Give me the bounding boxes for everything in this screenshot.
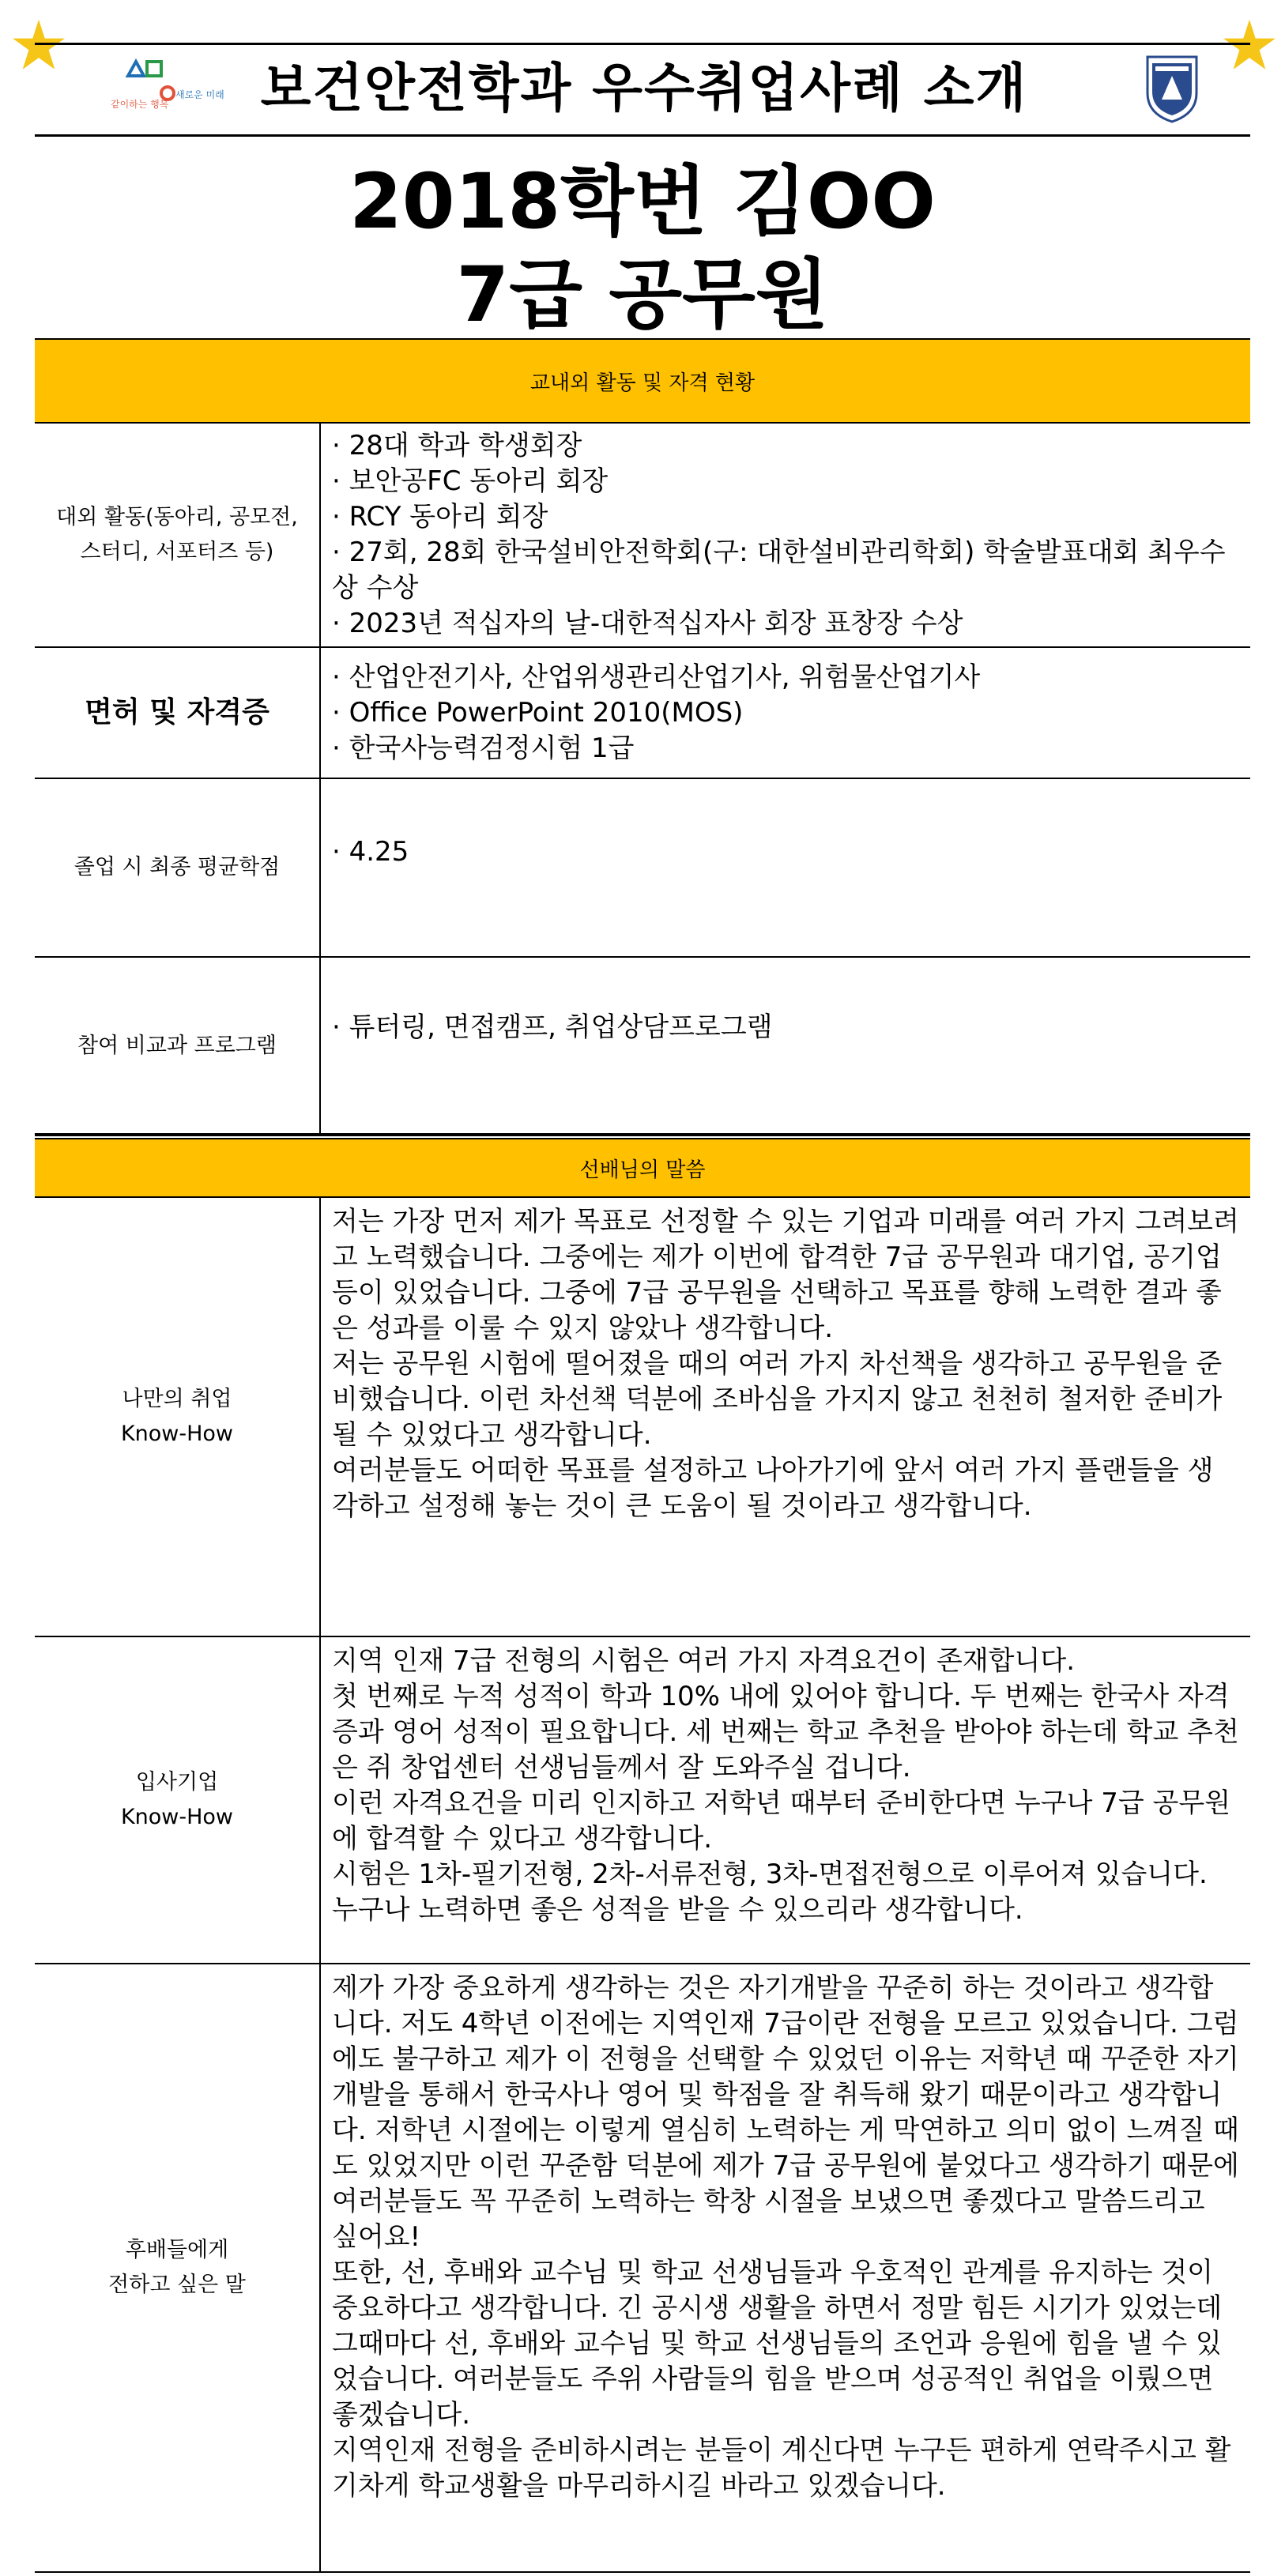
table-row [35,1964,1250,2572]
university-emblem-icon [1144,52,1200,125]
row-label-text: 면허 및 자격증 [85,696,269,729]
row-label-text: 졸업 시 최종 평균학점 [73,855,281,879]
table-row [35,957,1250,1135]
row-label-text: 참여 비교과 프로그램 [77,1034,277,1058]
table-row [35,1636,1250,1964]
row-label-text: 나만의 취업 Know-How [120,1387,234,1446]
section-band-advice: 선배님의 말씀 [35,1139,1250,1197]
table-row [35,647,1250,778]
university-logo-left [111,52,229,115]
row-label-company-knowhow [35,1636,320,1964]
row-label-gpa [35,778,320,957]
table-row [35,1197,1250,1636]
star-icon-left [11,17,66,73]
row-label-my-knowhow [35,1197,320,1636]
row-content-text: · 28대 학과 학생회장 · 보안공FC 동아리 회장 · RCY 동아리 회장 · 27회, 28회 한국설비안전학회(구: 대한설비관리학회) 학술발표대회 최우수상 수상 · 2023년 적십자의 날-대한적십자사 회장 표창장 수상 [332,430,1226,639]
table-row [35,778,1250,957]
page-header-title: 보건안전학과 우수취업사례 소개 [260,58,1028,119]
main-title [35,155,1250,341]
table-row [35,423,1250,647]
row-label-text: 입사기업 Know-How [120,1770,234,1829]
row-label-licenses [35,647,320,778]
main-title-line2: 7급 공무원 [456,250,829,339]
row-content-company-knowhow [320,1636,1250,1964]
star-icon-right [1222,17,1277,73]
row-label-external-activities [35,423,320,647]
row-content-text: · 산업안전기사, 산업위생관리산업기사, 위험물산업기사 · Office PowerPoint 2010(MOS) · 한국사능력검정시험 1급 [332,661,981,764]
logo-left-text-2: 새로운 미래 [175,89,224,100]
section-band-activities: 교내외 활동 및 자격 현황 [35,339,1250,423]
row-content-gpa [320,778,1250,957]
row-content-message-to-juniors [320,1964,1250,2572]
row-content-my-knowhow [320,1197,1250,1636]
row-content-text: 저는 가장 먼저 제가 목표로 선정할 수 있는 기업과 미래를 여러 가지 그려보려고 노력했습니다. 그중에는 제가 이번에 합격한 7급 공무원과 대기업, 공기업 등이 있었습니다. 그중에 7급 공무원을 선택하고 목표를 향해 노력한 결과 좋은 성과를 이룰 수 있지 않았나 생각합니다. 저는 공무원 시험에 떨어졌을 때의 여러 가지 차선책을 생각하고 공무원을 준비했습니다. 이런 차선책 덕분에 조바심을 가지지 않고 천천히 철저한 준비가 될 수 있었다고 생각합니다. 여러분들도 어떠한 목표를 설정하고 나아가기에 앞서 여러 가지 플랜들을 생각하고 설정해 놓는 것이 큰 도움이 될 것이라고 생각합니다. [332,1206,1239,1522]
row-content-text: 제가 가장 중요하게 생각하는 것은 자기개발을 꾸준히 하는 것이라고 생각합니다. 저도 4학년 이전에는 지역인재 7급이란 전형을 모르고 있었습니다. 그럼에도 불구하고 제가 이 전형을 선택할 수 있었던 이유는 저학년 때 꾸준한 자기개발을 통해서 한국사나 영어 및 학점을 잘 취득해 왔기 때문이라고 생각합니다. 저학년 시절에는 이렇게 열심히 노력하는 게 막연하고 의미 없이 느껴질 때도 있었지만 이런 꾸준함 덕분에 제가 7급 공무원에 붙었다고 생각하기 때문에 여러분들도 꼭 꾸준히 노력하는 학창 시절을 보냈으면 좋겠다고 말씀드리고 싶어요! 또한, 선, 후배와 교수님 및 학교 선생님들과 우호적인 관계를 유지하는 것이 중요하다고 생각합니다. 긴 공시생 생활을 하면서 정말 힘든 시기가 있었는데 그때마다 선, 후배와 교수님 및 학교 선생님들의 조언과 응원에 힘을 낼 수 있었습니다. 여러분들도 주위 사람들의 힘을 받으며 성공적인 취업을 이뤘으면 좋겠습니다. 지역인재 전형을 준비하시려는 분들이 계신다면 누구든 편하게 연락주시고 활기차게 학교생활을 마무리하시길 바라고 있겠습니다. [332,1972,1239,2502]
activity-table [35,338,1250,1136]
header-rule-top [35,43,1250,45]
main-title-line1: 2018학번 김OO [349,157,936,246]
row-content-text: · 4.25 [332,836,409,868]
row-content-text: 지역 인재 7급 전형의 시험은 여러 가지 자격요건이 존재합니다. 첫 번째로 누적 성적이 학과 10% 내에 있어야 합니다. 두 번째는 한국사 자격증과 영어 성적이 필요합니다. 세 번째는 학교 추천을 받아야 하는데 학교 추천은 쥐 창업센터 선생님들께서 잘 도와주실 겁니다. 이런 자격요건을 미리 인지하고 저학년 때부터 준비한다면 누구나 7급 공무원에 합격할 수 있다고 생각합니다. 시험은 1차-필기전형, 2차-서류전형, 3차-면접전형으로 이루어져 있습니다. 누구나 노력하면 좋은 성적을 받을 수 있으리라 생각합니다. [332,1645,1239,1926]
row-content-external-activities [320,423,1250,647]
row-label-programs [35,957,320,1135]
row-content-programs [320,957,1250,1135]
advice-table [35,1138,1250,2573]
row-label-text: 대외 활동(동아리, 공모전, 스터디, 서포터즈 등) [56,505,298,564]
row-label-text: 후배들에게 전하고 싶은 말 [108,2238,246,2297]
row-content-licenses [320,647,1250,778]
logo-left-text-1: 같이하는 행복 [111,99,169,110]
row-content-text: · 튜터링, 면접캠프, 취업상담프로그램 [332,1011,773,1043]
header-rule-bottom [35,134,1250,137]
section-divider [35,1133,1250,1135]
row-label-message-to-juniors [35,1964,320,2572]
